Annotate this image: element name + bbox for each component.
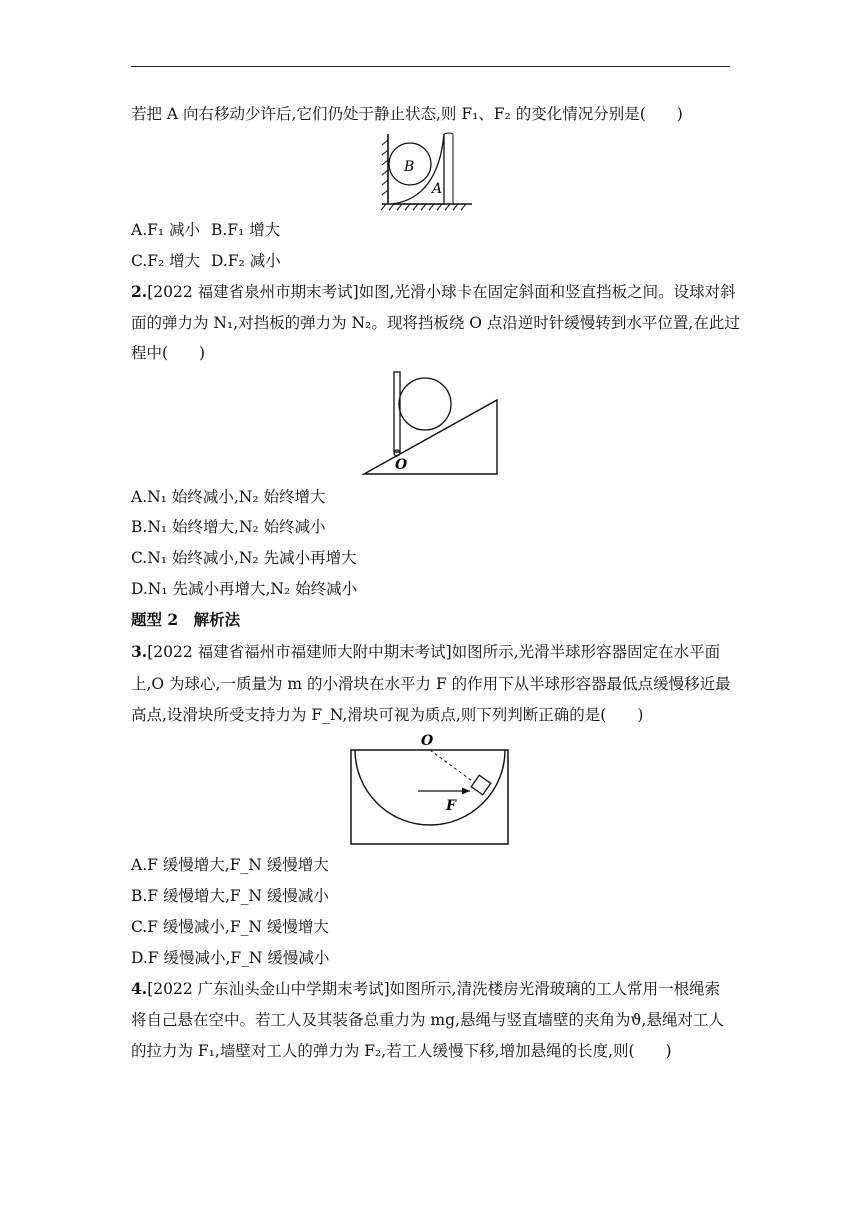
q1-label-b: B	[404, 159, 415, 175]
q3-stem-line-1: 3.[2022 福建省福州市福建师大附中期末考试]如图所示,光滑半球形容器固定在水平面	[131, 642, 721, 661]
q1-option-d: D.F₂ 减小	[211, 252, 281, 270]
q3-label-f: F	[446, 798, 456, 814]
q3-option-b: B.F 缓慢增大,F_N 缓慢减小	[131, 887, 329, 905]
q1-label-a: A	[432, 181, 443, 197]
q3-option-d: D.F 缓慢减小,F_N 缓慢减小	[131, 949, 330, 967]
q3-stem-line-3: 高点,设滑块所受支持力为 F_N,滑块可视为质点,则下列判断正确的是( )	[131, 706, 644, 724]
q2-option-d: D.N₁ 先减小再增大,N₂ 始终减小	[131, 580, 358, 598]
q3-stem-line-2: 上,O 为球心,一质量为 m 的小滑块在水平力 F 的作用下从半球形容器最低点缓慢移近最	[131, 675, 731, 693]
q1-options-row-2	[131, 251, 751, 271]
q3-number: 3.	[131, 642, 148, 661]
q3-option-c: C.F 缓慢减小,F_N 缓慢增大	[131, 918, 329, 936]
q2-stem-line-2: 面的弹力为 N₁,对挡板的弹力为 N₂。现将挡板绕 O 点沿逆时针缓慢转到水平位置,在此过	[131, 314, 740, 332]
q2-figure	[360, 368, 502, 478]
q2-stem-line-3: 程中( )	[131, 344, 206, 362]
q2-option-a: A.N₁ 始终减小,N₂ 始终增大	[131, 488, 326, 506]
q1-option-a: A.F₁ 减小	[131, 221, 201, 239]
q4-stem-line-2: 将自己悬在空中。若工人及其装备总重力为 mg,悬绳与竖直墙壁的夹角为ϑ,悬绳对工人	[131, 1011, 724, 1029]
q1-option-c: C.F₂ 增大	[131, 252, 201, 270]
q4-number: 4.	[131, 979, 148, 998]
q2-option-c: C.N₁ 始终减小,N₂ 先减小再增大	[131, 549, 357, 567]
q2-option-b: B.N₁ 始终增大,N₂ 始终减小	[131, 518, 326, 536]
q1-option-b: B.F₁ 增大	[211, 221, 281, 239]
q1-figure	[378, 130, 476, 212]
q2-number: 2.	[131, 282, 148, 301]
q1-stem: 若把 A 向右移动少许后,它们仍处于静止状态,则 F₁、F₂ 的变化情况分别是( )	[131, 105, 683, 123]
q3-label-o: O	[421, 733, 434, 749]
q2-label-o: O	[395, 457, 408, 473]
q4-stem-line-3: 的拉力为 F₁,墙壁对工人的弹力为 F₂,若工人缓慢下移,增加悬绳的长度,则( )	[131, 1042, 672, 1060]
q1-options-row-1	[131, 220, 751, 240]
q2-stem-line-1: 2.[2022 福建省泉州市期末考试]如图,光滑小球卡在固定斜面和竖直挡板之间。设球对斜	[131, 282, 736, 301]
q4-stem-line-1: 4.[2022 广东汕头金山中学期末考试]如图所示,清洗楼房光滑玻璃的工人常用一根绳索	[131, 979, 721, 998]
q3-figure	[348, 730, 512, 848]
section-title: 题型 2 解析法	[131, 610, 241, 629]
q3-option-a: A.F 缓慢增大,F_N 缓慢增大	[131, 856, 329, 874]
header-rule	[131, 66, 730, 67]
